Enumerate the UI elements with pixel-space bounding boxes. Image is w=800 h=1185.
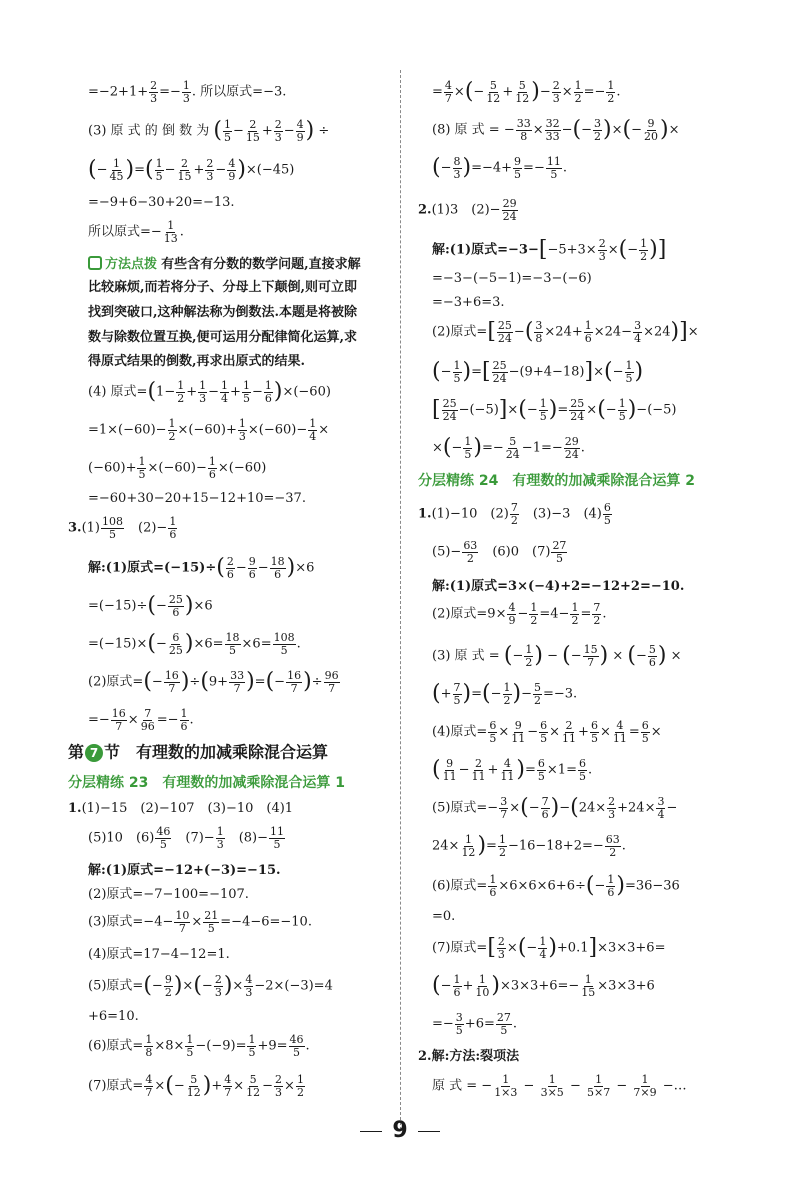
fraction: $\frac{2}{3}$ (150, 79, 158, 105)
fraction: $\frac{1}{6}$ (169, 515, 177, 541)
eq-line: (− $\frac{1}{45}$ )=( $\frac{1}{5}$ − $\frac{2}{15}$ + $\frac{2}{3}$ − $\frac{4}{9}$ )×(−45) (88, 157, 295, 183)
fraction: $\frac{5}{12}$ (486, 79, 501, 105)
section-number-badge: 7 (85, 744, 103, 762)
eq-line: 解:(1)原式=−12+(−3)=−15. (88, 863, 281, 878)
fraction: $\frac{7}{5}$ (453, 681, 461, 707)
method-tip: 方法点拨 有些含有分数的数学问题,直接求解 (88, 256, 361, 271)
fraction: $\frac{1}{6}$ (453, 973, 461, 999)
eq-line: 原 式 = − $\frac{1}{1\times 3}$ − $\frac{1}{3\times 5}$ − $\frac{1}{5\times 7}$ − $\frac{1}{7\times 9}$ −… (432, 1073, 687, 1099)
fraction: $\frac{29}{24}$ (502, 197, 517, 223)
fraction: $\frac{4}{11}$ (500, 757, 515, 783)
fraction: $\frac{9}{20}$ (644, 117, 659, 143)
eq-line: (8) 原 式 = − $\frac{33}{8}$ × $\frac{32}{33}$ −(− $\frac{3}{2}$ )×(− $\frac{9}{20}$ )× (432, 117, 680, 143)
fraction: $\frac{1}{6}$ (584, 319, 592, 345)
fraction: $\frac{33}{8}$ (516, 117, 531, 143)
eq-line: (3)原式=−4− $\frac{10}{7}$ × $\frac{21}{5}$ =−4−6=−10. (88, 909, 312, 935)
fraction: $\frac{4}{9}$ (296, 118, 304, 144)
fraction: $\frac{5}{24}$ (505, 435, 520, 461)
fraction: $\frac{1}{5}$ (618, 397, 626, 423)
fraction: $\frac{6}{5}$ (641, 719, 649, 745)
eq-line: (7)原式= $\frac{4}{7}$ ×(− $\frac{5}{12}$ )+ $\frac{4}{7}$ × $\frac{5}{12}$ − $\frac{2}{3}$ × $\frac{1}{2}$ (88, 1073, 304, 1099)
fraction: $\frac{1}{6}$ (180, 707, 188, 733)
fraction: $\frac{4}{11}$ (612, 719, 627, 745)
fraction: $\frac{25}{6}$ (168, 593, 183, 619)
page-number-dash (418, 1131, 440, 1132)
eq-line: (4)原式= $\frac{6}{5}$ × $\frac{9}{11}$ − $\frac{6}{5}$ × $\frac{2}{11}$ + $\frac{6}{5}$ × $\frac{4}{11}$ = $\frac{6}{5}$ × (432, 719, 662, 745)
tip-text: 得原式结果的倒数,再求出原式的结果. (88, 354, 306, 369)
eq-line: 解:(1)原式=(−15)÷( $\frac{2}{6}$ − $\frac{9}{6}$ − $\frac{18}{6}$ )×6 (88, 555, 315, 581)
eq-line: (5)原式=(− $\frac{9}{2}$ )×(− $\frac{2}{3}$ )× $\frac{4}{3}$ −2×(−3)=4 (88, 973, 333, 999)
fraction: $\frac{27}{5}$ (552, 539, 567, 565)
eq-line: ( $\frac{9}{11}$ − $\frac{2}{11}$ + $\frac{4}{11}$ )= $\frac{6}{5}$ ×1= $\frac{6}{5}$ . (432, 757, 593, 783)
tip-text: 找到突破口,这种解法称为倒数法.本题是将被除 (88, 305, 358, 320)
fraction: $\frac{1}{6}$ (607, 873, 615, 899)
eq-line: =0. (432, 909, 456, 924)
fraction: $\frac{5}{12}$ (246, 1073, 261, 1099)
fraction: $\frac{1}{5}$ (539, 397, 547, 423)
fraction: $\frac{2}{11}$ (471, 757, 486, 783)
fraction: $\frac{25}{24}$ (497, 319, 512, 345)
eq-line: (−60)+ $\frac{1}{5}$ ×(−60)− $\frac{1}{6}$ ×(−60) (88, 455, 267, 481)
fraction: $\frac{1}{5}$ (242, 379, 250, 405)
fraction: $\frac{6}{5}$ (489, 719, 497, 745)
fraction: $\frac{16}{7}$ (164, 669, 179, 695)
fraction: $\frac{4}{7}$ (145, 1073, 153, 1099)
fraction: $\frac{2}{3}$ (552, 79, 560, 105)
fraction: $\frac{4}{7}$ (224, 1073, 232, 1099)
fraction: $\frac{1}{2}$ (530, 601, 538, 627)
fraction: $\frac{2}{3}$ (275, 1073, 283, 1099)
fraction: $\frac{25}{24}$ (570, 397, 585, 423)
fraction: $\frac{1}{3\times 5}$ (540, 1073, 564, 1099)
answers-line: 1.(1)−10 (2) $\frac{7}{2}$ (3)−3 (4) $\frac{6}{5}$ (418, 501, 611, 527)
eq-line: =−2+1+ $\frac{2}{3}$ =− $\frac{1}{3}$ . 所以原式=−3. (88, 79, 287, 105)
fraction: $\frac{1}{2}$ (607, 79, 615, 105)
fraction: $\frac{3}{8}$ (535, 319, 543, 345)
fraction: $\frac{5}{12}$ (186, 1073, 201, 1099)
fraction: $\frac{21}{5}$ (204, 909, 219, 935)
fraction: $\frac{5}{12}$ (515, 79, 530, 105)
fraction: $\frac{9}{2}$ (164, 973, 172, 999)
fraction: $\frac{2}{3}$ (274, 118, 282, 144)
exercise-heading-24: 分层精练 24 有理数的加减乘除混合运算 2 (418, 473, 695, 489)
fraction: $\frac{1}{5\times 7}$ (587, 1073, 611, 1099)
fraction: $\frac{1}{2}$ (574, 79, 582, 105)
fraction: $\frac{1}{5}$ (464, 435, 472, 461)
eq-line: (2)原式=(− $\frac{16}{7}$ )÷(9+ $\frac{33}{7}$ )=(− $\frac{16}{7}$ )÷ $\frac{96}{7}$ (88, 669, 339, 695)
fraction: $\frac{63}{2}$ (463, 539, 478, 565)
fraction: $\frac{6}{5}$ (537, 757, 545, 783)
fraction: $\frac{3}{4}$ (657, 795, 665, 821)
eq-line: (3) 原 式 的 倒 数 为 ( $\frac{1}{5}$ − $\frac{2}{15}$ + $\frac{2}{3}$ − $\frac{4}{9}$ ) ÷ (88, 118, 330, 144)
fraction: $\frac{2}{6}$ (226, 555, 234, 581)
fraction: $\frac{11}{5}$ (546, 155, 561, 181)
tip-text: 数与除数位置互换,便可运用分配律简化运算,求 (88, 330, 358, 345)
fraction: $\frac{1}{7\times 9}$ (633, 1073, 657, 1099)
page-number-dash (360, 1131, 382, 1132)
page-number: 9 (0, 1118, 800, 1143)
eq-line: =−9+6−30+20=−13. (88, 195, 235, 210)
left-column (0, 0, 400, 1140)
fraction: $\frac{25}{24}$ (492, 359, 507, 385)
fraction: $\frac{1}{5}$ (248, 1033, 256, 1059)
eq-line: ×(− $\frac{1}{5}$ )=− $\frac{5}{24}$ −1=− $\frac{29}{24}$ . (432, 435, 585, 461)
fraction: $\frac{1}{1\times 3}$ (494, 1073, 518, 1099)
eq-line: =−60+30−20+15−12+10=−37. (88, 491, 306, 506)
fraction: $\frac{1}{4}$ (221, 379, 229, 405)
eq-line: (+ $\frac{7}{5}$ )=(− $\frac{1}{2}$ )− $\frac{5}{2}$ =−3. (432, 681, 578, 707)
fraction: $\frac{1}{3}$ (199, 379, 207, 405)
fraction: $\frac{9}{5}$ (514, 155, 522, 181)
fraction: $\frac{3}{4}$ (634, 319, 642, 345)
fraction: $\frac{1}{6}$ (264, 379, 272, 405)
tip-text: 比较麻烦,而若将分子、分母上下颠倒,则可立即 (88, 280, 358, 295)
fraction: $\frac{1}{10}$ (475, 973, 490, 999)
fraction: $\frac{1}{3}$ (182, 79, 190, 105)
fraction: $\frac{1}{6}$ (489, 873, 497, 899)
fraction: $\frac{18}{6}$ (270, 555, 285, 581)
fraction: $\frac{8}{3}$ (453, 155, 461, 181)
fraction: $\frac{1}{4}$ (539, 935, 547, 961)
fraction: $\frac{3}{7}$ (500, 795, 508, 821)
fraction: $\frac{1}{5}$ (625, 359, 633, 385)
eq-line: 所以原式=− $\frac{1}{13}$ . (88, 219, 184, 245)
eq-line: (7)原式=[ $\frac{2}{3}$ ×(− $\frac{1}{4}$ )+0.1]×3×3+6= (432, 935, 666, 961)
eq-line: +6=10. (88, 1009, 139, 1024)
eq-line: =−3−(−5−1)=−3−(−6) (432, 271, 592, 286)
fraction: $\frac{4}{9}$ (508, 601, 516, 627)
fraction: $\frac{1}{5}$ (138, 455, 146, 481)
fraction: $\frac{1}{15}$ (581, 973, 596, 999)
fraction: $\frac{16}{7}$ (111, 707, 126, 733)
fraction: $\frac{2}{3}$ (214, 973, 222, 999)
eq-line: (4) 原式=(1− $\frac{1}{2}$ + $\frac{1}{3}$ − $\frac{1}{4}$ + $\frac{1}{5}$ − $\frac{1}{6}$ )×(−60) (88, 379, 331, 405)
section-heading: 第 7 节 有理数的加减乘除混合运算 (68, 742, 329, 762)
fraction: $\frac{5}{2}$ (534, 681, 541, 707)
fraction: $\frac{96}{7}$ (324, 669, 339, 695)
fraction: $\frac{6}{5}$ (540, 719, 548, 745)
fraction: $\frac{1}{2}$ (168, 417, 176, 443)
fraction: $\frac{1}{2}$ (640, 237, 648, 263)
fraction: $\frac{3}{5}$ (455, 1011, 463, 1037)
eq-line: (5)原式=− $\frac{3}{7}$ ×(− $\frac{7}{6}$ )−(24× $\frac{2}{3}$ +24× $\frac{3}{4}$ − (432, 795, 678, 821)
fraction: $\frac{1}{5}$ (155, 157, 163, 183)
fraction: $\frac{7}{96}$ (140, 707, 155, 733)
eq-line: (6)原式= $\frac{1}{8}$ ×8× $\frac{1}{5}$ −(−9)= $\frac{1}{5}$ +9= $\frac{46}{5}$ . (88, 1033, 310, 1059)
eq-line: (2)原式=[ $\frac{25}{24}$ −( $\frac{3}{8}$ ×24+ $\frac{1}{6}$ ×24− $\frac{3}{4}$ ×24)]× (432, 319, 699, 345)
fraction: $\frac{4}{3}$ (245, 973, 253, 999)
lightbulb-icon (88, 256, 102, 270)
fraction: $\frac{1}{2}$ (571, 601, 579, 627)
fraction: $\frac{33}{7}$ (230, 669, 245, 695)
question-2-method: 2.解:方法:裂项法 (418, 1049, 520, 1064)
fraction: $\frac{1}{2}$ (296, 1073, 304, 1099)
fraction: $\frac{29}{24}$ (564, 435, 579, 461)
fraction: $\frac{9}{11}$ (511, 719, 526, 745)
fraction: $\frac{2}{3}$ (206, 157, 214, 183)
fraction: $\frac{18}{5}$ (225, 631, 240, 657)
fraction: $\frac{1}{12}$ (461, 833, 476, 859)
eq-line: (− $\frac{1}{5}$ )=[ $\frac{25}{24}$ −(9+4−18)]×(− $\frac{1}{5}$ ) (432, 359, 644, 385)
fraction: $\frac{9}{6}$ (248, 555, 256, 581)
eq-line: =(−15)÷(− $\frac{25}{6}$ )×6 (88, 593, 213, 619)
fraction: $\frac{6}{5}$ (590, 719, 598, 745)
question-3-answers: 3.(1) $\frac{108}{5}$ (2)− $\frac{1}{6}$ (68, 515, 177, 541)
fraction: $\frac{1}{13}$ (163, 219, 178, 245)
fraction: $\frac{1}{2}$ (503, 681, 511, 707)
fraction: $\frac{2}{15}$ (245, 118, 260, 144)
fraction: $\frac{9}{11}$ (442, 757, 457, 783)
exercise-heading-23: 分层精练 23 有理数的加减乘除混合运算 1 (68, 775, 345, 791)
fraction: $\frac{15}{7}$ (583, 643, 598, 669)
eq-line: =1×(−60)− $\frac{1}{2}$ ×(−60)+ $\frac{1}{3}$ ×(−60)− $\frac{1}{4}$ × (88, 417, 330, 443)
fraction: $\frac{10}{7}$ (175, 909, 190, 935)
fraction: $\frac{1}{2}$ (498, 833, 506, 859)
fraction: $\frac{7}{2}$ (593, 601, 601, 627)
eq-line: =−3+6=3. (432, 295, 505, 310)
eq-line: (3) 原 式 = (− $\frac{1}{2}$ ) − (− $\frac{15}{7}$ ) × (− $\frac{5}{6}$ ) × (432, 643, 682, 669)
fraction: $\frac{46}{5}$ (156, 825, 171, 851)
eq-line: =− $\frac{16}{7}$ × $\frac{7}{96}$ =− $\frac{1}{6}$ . (88, 707, 194, 733)
fraction: $\frac{7}{6}$ (541, 795, 549, 821)
fraction: $\frac{6}{5}$ (578, 757, 586, 783)
eq-line: 24× $\frac{1}{12}$ )= $\frac{1}{2}$ −16−18+2=− $\frac{63}{2}$ . (432, 833, 626, 859)
fraction: $\frac{1}{5}$ (453, 359, 461, 385)
eq-line: (2)原式=9× $\frac{4}{9}$ − $\frac{1}{2}$ =4− $\frac{1}{2}$ = $\frac{7}{2}$ . (432, 601, 607, 627)
fraction: $\frac{1}{4}$ (309, 417, 317, 443)
fraction: $\frac{2}{11}$ (562, 719, 577, 745)
fraction: $\frac{32}{33}$ (545, 117, 560, 143)
fraction: $\frac{108}{5}$ (273, 631, 295, 657)
eq-line: 解:(1)原式=3×(−4)+2=−12+2=−10. (432, 579, 685, 594)
fraction: $\frac{2}{3}$ (608, 795, 616, 821)
fraction: $\frac{63}{2}$ (605, 833, 620, 859)
eq-line: (− $\frac{8}{3}$ )=−4+ $\frac{9}{5}$ =− $\frac{11}{5}$ . (432, 155, 567, 181)
fraction: $\frac{5}{6}$ (648, 643, 656, 669)
fraction: $\frac{1}{6}$ (208, 455, 216, 481)
eq-line: =− $\frac{3}{5}$ +6= $\frac{27}{5}$ . (432, 1011, 517, 1037)
fraction: $\frac{25}{24}$ (442, 397, 457, 423)
fraction: $\frac{1}{3}$ (216, 825, 224, 851)
fraction: $\frac{1}{8}$ (145, 1033, 153, 1059)
method-tip-label: 方法点拨 (88, 256, 157, 271)
eq-line: =(−15)×(− $\frac{6}{25}$ )×6= $\frac{18}{5}$ ×6= $\frac{108}{5}$ . (88, 631, 301, 657)
eq-line: (2)原式=−7−100=−107. (88, 887, 249, 902)
fraction: $\frac{2}{3}$ (497, 935, 505, 961)
eq-line: 解:(1)原式=−3−[−5+3× $\frac{2}{3}$ ×(− $\frac{1}{2}$ )] (432, 237, 667, 263)
fraction: $\frac{6}{5}$ (603, 501, 611, 527)
fraction: $\frac{1}{2}$ (177, 379, 185, 405)
fraction: $\frac{2}{3}$ (598, 237, 606, 263)
eq-line: = $\frac{4}{7}$ ×(− $\frac{5}{12}$ + $\frac{5}{12}$ )− $\frac{2}{3}$ × $\frac{1}{2}$ =− $\frac{1}{2}$ . (432, 79, 621, 105)
fraction: $\frac{1}{5}$ (223, 118, 231, 144)
fraction: $\frac{7}{2}$ (510, 501, 518, 527)
fraction: $\frac{1}{5}$ (186, 1033, 194, 1059)
question-2-answers: 2.(1)3 (2)− $\frac{29}{24}$ (418, 197, 517, 223)
answers-line: (5)10 (6) $\frac{46}{5}$ (7)− $\frac{1}{3}$ (8)− $\frac{11}{5}$ (88, 825, 285, 851)
eq-line: (6)原式= $\frac{1}{6}$ ×6×6×6+6÷(− $\frac{1}{6}$ )=36−36 (432, 873, 680, 899)
fraction: $\frac{4}{7}$ (444, 79, 452, 105)
answers-line: (5)− $\frac{63}{2}$ (6)0 (7) $\frac{27}{5}$ (432, 539, 567, 565)
answers-line: 1.(1)−15 (2)−107 (3)−10 (4)1 (68, 801, 294, 816)
fraction: $\frac{108}{5}$ (102, 515, 123, 541)
right-column (400, 0, 800, 1140)
fraction: $\frac{1}{3}$ (238, 417, 246, 443)
eq-line: (− $\frac{1}{6}$ + $\frac{1}{10}$ )×3×3+6=− $\frac{1}{15}$ ×3×3+6 (432, 973, 655, 999)
fraction: $\frac{1}{45}$ (109, 157, 124, 183)
fraction: $\frac{2}{15}$ (177, 157, 192, 183)
fraction: $\frac{4}{9}$ (228, 157, 236, 183)
fraction: $\frac{27}{5}$ (496, 1011, 511, 1037)
fraction: $\frac{3}{2}$ (594, 117, 602, 143)
fraction: $\frac{6}{25}$ (168, 631, 183, 657)
fraction: $\frac{11}{5}$ (270, 825, 285, 851)
fraction: $\frac{1}{2}$ (525, 643, 533, 669)
fraction: $\frac{16}{7}$ (287, 669, 302, 695)
eq-line: (4)原式=17−4−12=1. (88, 947, 230, 962)
eq-line: [ $\frac{25}{24}$ −(−5)]×(− $\frac{1}{5}$ )= $\frac{25}{24}$ ×(− $\frac{1}{5}$ )−(−5) (432, 397, 677, 423)
fraction: $\frac{46}{5}$ (289, 1033, 304, 1059)
